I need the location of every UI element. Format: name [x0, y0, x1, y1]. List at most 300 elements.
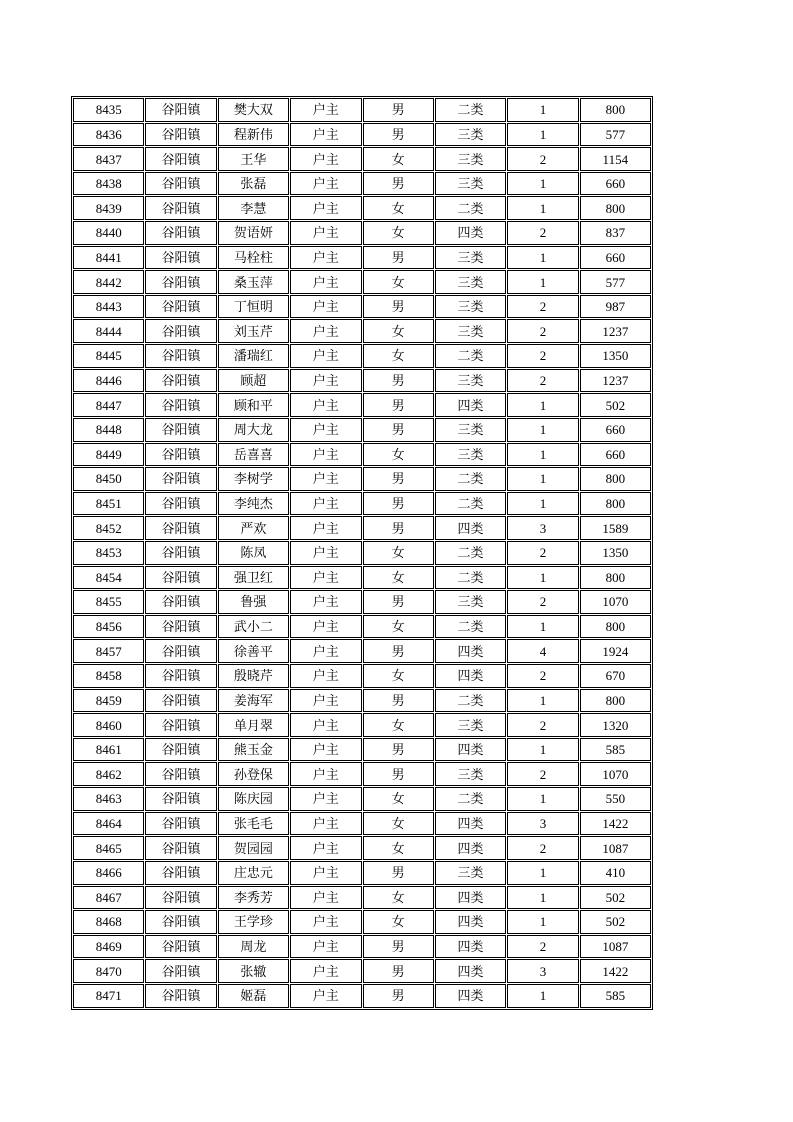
gender-cell: 男 [363, 959, 434, 983]
gender-cell: 男 [363, 418, 434, 442]
count-cell: 1 [507, 196, 578, 220]
category-cell: 二类 [435, 615, 506, 639]
category-cell: 二类 [435, 787, 506, 811]
relation-cell: 户主 [290, 98, 361, 122]
gender-cell: 女 [363, 344, 434, 368]
amount-cell: 987 [580, 295, 651, 319]
town-cell: 谷阳镇 [145, 443, 216, 467]
category-cell: 二类 [435, 467, 506, 491]
relation-cell: 户主 [290, 270, 361, 294]
table-row [73, 196, 651, 220]
serial-number-cell: 8454 [73, 566, 144, 590]
town-cell: 谷阳镇 [145, 319, 216, 343]
town-cell: 谷阳镇 [145, 762, 216, 786]
name-cell: 李慧 [218, 196, 289, 220]
name-cell: 张辙 [218, 959, 289, 983]
name-cell: 顾和平 [218, 393, 289, 417]
serial-number-cell: 8458 [73, 664, 144, 688]
relation-cell: 户主 [290, 886, 361, 910]
serial-number-cell: 8465 [73, 836, 144, 860]
relation-cell: 户主 [290, 492, 361, 516]
category-cell: 四类 [435, 836, 506, 860]
count-cell: 1 [507, 984, 578, 1008]
town-cell: 谷阳镇 [145, 984, 216, 1008]
name-cell: 王学珍 [218, 910, 289, 934]
amount-cell: 800 [580, 196, 651, 220]
relation-cell: 户主 [290, 147, 361, 171]
category-cell: 三类 [435, 443, 506, 467]
amount-cell: 660 [580, 443, 651, 467]
name-cell: 丁恒明 [218, 295, 289, 319]
relation-cell: 户主 [290, 344, 361, 368]
category-cell: 二类 [435, 196, 506, 220]
gender-cell: 男 [363, 123, 434, 147]
amount-cell: 577 [580, 270, 651, 294]
serial-number-cell: 8463 [73, 787, 144, 811]
table-row [73, 393, 651, 417]
table-row [73, 886, 651, 910]
relation-cell: 户主 [290, 935, 361, 959]
category-cell: 三类 [435, 762, 506, 786]
serial-number-cell: 8459 [73, 689, 144, 713]
serial-number-cell: 8437 [73, 147, 144, 171]
gender-cell: 女 [363, 713, 434, 737]
relation-cell: 户主 [290, 639, 361, 663]
amount-cell: 1320 [580, 713, 651, 737]
count-cell: 1 [507, 566, 578, 590]
count-cell: 1 [507, 443, 578, 467]
gender-cell: 男 [363, 98, 434, 122]
relation-cell: 户主 [290, 295, 361, 319]
gender-cell: 女 [363, 836, 434, 860]
serial-number-cell: 8447 [73, 393, 144, 417]
town-cell: 谷阳镇 [145, 270, 216, 294]
amount-cell: 577 [580, 123, 651, 147]
count-cell: 2 [507, 319, 578, 343]
count-cell: 1 [507, 787, 578, 811]
relation-cell: 户主 [290, 566, 361, 590]
relation-cell: 户主 [290, 196, 361, 220]
relation-cell: 户主 [290, 221, 361, 245]
gender-cell: 男 [363, 984, 434, 1008]
gender-cell: 男 [363, 689, 434, 713]
gender-cell: 女 [363, 196, 434, 220]
relation-cell: 户主 [290, 369, 361, 393]
category-cell: 二类 [435, 541, 506, 565]
category-cell: 三类 [435, 319, 506, 343]
count-cell: 2 [507, 147, 578, 171]
gender-cell: 男 [363, 467, 434, 491]
category-cell: 三类 [435, 295, 506, 319]
town-cell: 谷阳镇 [145, 615, 216, 639]
gender-cell: 男 [363, 639, 434, 663]
gender-cell: 女 [363, 147, 434, 171]
serial-number-cell: 8466 [73, 861, 144, 885]
table-row [73, 270, 651, 294]
town-cell: 谷阳镇 [145, 295, 216, 319]
serial-number-cell: 8455 [73, 590, 144, 614]
serial-number-cell: 8442 [73, 270, 144, 294]
amount-cell: 670 [580, 664, 651, 688]
table-row [73, 910, 651, 934]
name-cell: 陈凤 [218, 541, 289, 565]
town-cell: 谷阳镇 [145, 566, 216, 590]
amount-cell: 410 [580, 861, 651, 885]
category-cell: 四类 [435, 984, 506, 1008]
town-cell: 谷阳镇 [145, 196, 216, 220]
town-cell: 谷阳镇 [145, 147, 216, 171]
amount-cell: 1087 [580, 836, 651, 860]
table-row [73, 418, 651, 442]
name-cell: 马栓柱 [218, 246, 289, 270]
relation-cell: 户主 [290, 319, 361, 343]
count-cell: 2 [507, 590, 578, 614]
town-cell: 谷阳镇 [145, 935, 216, 959]
town-cell: 谷阳镇 [145, 98, 216, 122]
town-cell: 谷阳镇 [145, 172, 216, 196]
category-cell: 四类 [435, 639, 506, 663]
serial-number-cell: 8453 [73, 541, 144, 565]
table-row [73, 959, 651, 983]
category-cell: 四类 [435, 516, 506, 540]
amount-cell: 1924 [580, 639, 651, 663]
serial-number-cell: 8438 [73, 172, 144, 196]
serial-number-cell: 8450 [73, 467, 144, 491]
name-cell: 潘瑞红 [218, 344, 289, 368]
relation-cell: 户主 [290, 762, 361, 786]
relation-cell: 户主 [290, 246, 361, 270]
town-cell: 谷阳镇 [145, 836, 216, 860]
count-cell: 1 [507, 270, 578, 294]
category-cell: 四类 [435, 221, 506, 245]
serial-number-cell: 8469 [73, 935, 144, 959]
table-row [73, 861, 651, 885]
count-cell: 1 [507, 98, 578, 122]
name-cell: 程新伟 [218, 123, 289, 147]
serial-number-cell: 8444 [73, 319, 144, 343]
category-cell: 四类 [435, 910, 506, 934]
count-cell: 1 [507, 615, 578, 639]
amount-cell: 585 [580, 738, 651, 762]
town-cell: 谷阳镇 [145, 639, 216, 663]
town-cell: 谷阳镇 [145, 787, 216, 811]
relation-cell: 户主 [290, 689, 361, 713]
town-cell: 谷阳镇 [145, 467, 216, 491]
table-row [73, 836, 651, 860]
gender-cell: 男 [363, 246, 434, 270]
gender-cell: 女 [363, 566, 434, 590]
serial-number-cell: 8470 [73, 959, 144, 983]
town-cell: 谷阳镇 [145, 910, 216, 934]
amount-cell: 550 [580, 787, 651, 811]
gender-cell: 男 [363, 861, 434, 885]
town-cell: 谷阳镇 [145, 123, 216, 147]
count-cell: 1 [507, 910, 578, 934]
serial-number-cell: 8456 [73, 615, 144, 639]
name-cell: 鲁强 [218, 590, 289, 614]
count-cell: 3 [507, 516, 578, 540]
relation-cell: 户主 [290, 123, 361, 147]
table-row [73, 492, 651, 516]
name-cell: 周大龙 [218, 418, 289, 442]
name-cell: 李秀芳 [218, 886, 289, 910]
amount-cell: 1087 [580, 935, 651, 959]
table-row [73, 787, 651, 811]
serial-number-cell: 8452 [73, 516, 144, 540]
category-cell: 二类 [435, 344, 506, 368]
name-cell: 周龙 [218, 935, 289, 959]
gender-cell: 男 [363, 492, 434, 516]
town-cell: 谷阳镇 [145, 221, 216, 245]
table-row [73, 319, 651, 343]
count-cell: 2 [507, 762, 578, 786]
count-cell: 1 [507, 886, 578, 910]
category-cell: 二类 [435, 98, 506, 122]
town-cell: 谷阳镇 [145, 418, 216, 442]
amount-cell: 1070 [580, 762, 651, 786]
amount-cell: 1070 [580, 590, 651, 614]
relation-cell: 户主 [290, 615, 361, 639]
gender-cell: 女 [363, 270, 434, 294]
category-cell: 二类 [435, 492, 506, 516]
relation-cell: 户主 [290, 836, 361, 860]
count-cell: 2 [507, 541, 578, 565]
amount-cell: 1154 [580, 147, 651, 171]
category-cell: 四类 [435, 886, 506, 910]
town-cell: 谷阳镇 [145, 492, 216, 516]
count-cell: 2 [507, 295, 578, 319]
table-row [73, 590, 651, 614]
category-cell: 四类 [435, 738, 506, 762]
category-cell: 四类 [435, 664, 506, 688]
name-cell: 李纯杰 [218, 492, 289, 516]
table-row [73, 147, 651, 171]
count-cell: 1 [507, 738, 578, 762]
category-cell: 三类 [435, 123, 506, 147]
gender-cell: 女 [363, 615, 434, 639]
name-cell: 武小二 [218, 615, 289, 639]
serial-number-cell: 8462 [73, 762, 144, 786]
gender-cell: 男 [363, 172, 434, 196]
gender-cell: 女 [363, 664, 434, 688]
category-cell: 三类 [435, 172, 506, 196]
category-cell: 三类 [435, 147, 506, 171]
serial-number-cell: 8461 [73, 738, 144, 762]
table-row [73, 615, 651, 639]
serial-number-cell: 8439 [73, 196, 144, 220]
amount-cell: 502 [580, 393, 651, 417]
amount-cell: 800 [580, 98, 651, 122]
table-row [73, 443, 651, 467]
relation-cell: 户主 [290, 738, 361, 762]
name-cell: 姜海军 [218, 689, 289, 713]
count-cell: 1 [507, 246, 578, 270]
table-row [73, 984, 651, 1008]
serial-number-cell: 8451 [73, 492, 144, 516]
category-cell: 四类 [435, 812, 506, 836]
category-cell: 三类 [435, 590, 506, 614]
town-cell: 谷阳镇 [145, 738, 216, 762]
count-cell: 1 [507, 492, 578, 516]
count-cell: 2 [507, 664, 578, 688]
town-cell: 谷阳镇 [145, 541, 216, 565]
serial-number-cell: 8440 [73, 221, 144, 245]
count-cell: 2 [507, 836, 578, 860]
table-row [73, 762, 651, 786]
category-cell: 二类 [435, 689, 506, 713]
count-cell: 2 [507, 935, 578, 959]
gender-cell: 男 [363, 369, 434, 393]
amount-cell: 1350 [580, 344, 651, 368]
name-cell: 庄忠元 [218, 861, 289, 885]
amount-cell: 1350 [580, 541, 651, 565]
count-cell: 1 [507, 172, 578, 196]
town-cell: 谷阳镇 [145, 246, 216, 270]
relation-cell: 户主 [290, 910, 361, 934]
serial-number-cell: 8449 [73, 443, 144, 467]
relation-cell: 户主 [290, 861, 361, 885]
gender-cell: 男 [363, 393, 434, 417]
relation-cell: 户主 [290, 393, 361, 417]
gender-cell: 女 [363, 541, 434, 565]
town-cell: 谷阳镇 [145, 344, 216, 368]
relation-cell: 户主 [290, 590, 361, 614]
relation-cell: 户主 [290, 713, 361, 737]
amount-cell: 1422 [580, 812, 651, 836]
serial-number-cell: 8448 [73, 418, 144, 442]
name-cell: 熊玉金 [218, 738, 289, 762]
relation-cell: 户主 [290, 418, 361, 442]
serial-number-cell: 8441 [73, 246, 144, 270]
amount-cell: 1422 [580, 959, 651, 983]
gender-cell: 女 [363, 787, 434, 811]
table-row [73, 738, 651, 762]
table-row [73, 467, 651, 491]
category-cell: 二类 [435, 566, 506, 590]
table-row [73, 246, 651, 270]
table-row [73, 935, 651, 959]
town-cell: 谷阳镇 [145, 959, 216, 983]
name-cell: 李树学 [218, 467, 289, 491]
name-cell: 樊大双 [218, 98, 289, 122]
table-row [73, 713, 651, 737]
table-row [73, 516, 651, 540]
name-cell: 张毛毛 [218, 812, 289, 836]
amount-cell: 800 [580, 689, 651, 713]
count-cell: 1 [507, 123, 578, 147]
amount-cell: 1589 [580, 516, 651, 540]
gender-cell: 男 [363, 295, 434, 319]
table-row [73, 295, 651, 319]
count-cell: 1 [507, 689, 578, 713]
name-cell: 贺语妍 [218, 221, 289, 245]
relation-cell: 户主 [290, 664, 361, 688]
relation-cell: 户主 [290, 959, 361, 983]
serial-number-cell: 8460 [73, 713, 144, 737]
amount-cell: 660 [580, 246, 651, 270]
category-cell: 四类 [435, 393, 506, 417]
gender-cell: 女 [363, 319, 434, 343]
town-cell: 谷阳镇 [145, 393, 216, 417]
table-row [73, 541, 651, 565]
town-cell: 谷阳镇 [145, 369, 216, 393]
serial-number-cell: 8471 [73, 984, 144, 1008]
count-cell: 4 [507, 639, 578, 663]
town-cell: 谷阳镇 [145, 516, 216, 540]
relation-cell: 户主 [290, 172, 361, 196]
amount-cell: 585 [580, 984, 651, 1008]
name-cell: 孙登保 [218, 762, 289, 786]
serial-number-cell: 8435 [73, 98, 144, 122]
category-cell: 三类 [435, 713, 506, 737]
gender-cell: 女 [363, 443, 434, 467]
count-cell: 3 [507, 959, 578, 983]
name-cell: 张磊 [218, 172, 289, 196]
name-cell: 贺园园 [218, 836, 289, 860]
category-cell: 四类 [435, 935, 506, 959]
name-cell: 陈庆园 [218, 787, 289, 811]
amount-cell: 1237 [580, 319, 651, 343]
gender-cell: 女 [363, 812, 434, 836]
town-cell: 谷阳镇 [145, 590, 216, 614]
relation-cell: 户主 [290, 541, 361, 565]
category-cell: 三类 [435, 418, 506, 442]
serial-number-cell: 8443 [73, 295, 144, 319]
table-body [73, 98, 651, 1008]
serial-number-cell: 8445 [73, 344, 144, 368]
count-cell: 1 [507, 393, 578, 417]
relation-cell: 户主 [290, 467, 361, 491]
name-cell: 岳喜喜 [218, 443, 289, 467]
gender-cell: 女 [363, 221, 434, 245]
name-cell: 姬磊 [218, 984, 289, 1008]
amount-cell: 800 [580, 566, 651, 590]
count-cell: 3 [507, 812, 578, 836]
amount-cell: 837 [580, 221, 651, 245]
town-cell: 谷阳镇 [145, 689, 216, 713]
table-row [73, 664, 651, 688]
gender-cell: 男 [363, 516, 434, 540]
amount-cell: 502 [580, 910, 651, 934]
town-cell: 谷阳镇 [145, 861, 216, 885]
serial-number-cell: 8457 [73, 639, 144, 663]
table-row [73, 566, 651, 590]
amount-cell: 800 [580, 492, 651, 516]
relation-cell: 户主 [290, 812, 361, 836]
count-cell: 1 [507, 861, 578, 885]
serial-number-cell: 8468 [73, 910, 144, 934]
table-row [73, 123, 651, 147]
count-cell: 2 [507, 713, 578, 737]
name-cell: 王华 [218, 147, 289, 171]
table-row [73, 221, 651, 245]
category-cell: 四类 [435, 959, 506, 983]
gender-cell: 男 [363, 590, 434, 614]
category-cell: 三类 [435, 861, 506, 885]
town-cell: 谷阳镇 [145, 886, 216, 910]
amount-cell: 660 [580, 418, 651, 442]
gender-cell: 男 [363, 935, 434, 959]
table-row [73, 98, 651, 122]
name-cell: 桑玉萍 [218, 270, 289, 294]
town-cell: 谷阳镇 [145, 812, 216, 836]
count-cell: 1 [507, 467, 578, 491]
count-cell: 2 [507, 344, 578, 368]
table-row [73, 369, 651, 393]
gender-cell: 男 [363, 762, 434, 786]
relation-cell: 户主 [290, 787, 361, 811]
town-cell: 谷阳镇 [145, 713, 216, 737]
